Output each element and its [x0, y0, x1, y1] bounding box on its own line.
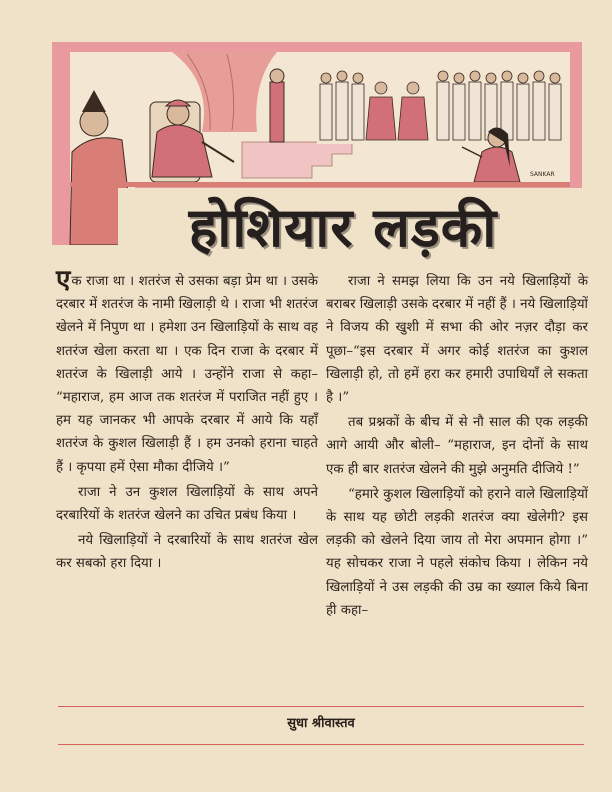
story-title: होशियार लड़की — [188, 196, 498, 259]
paragraph: तब प्रश्नकों के बीच में से नौ साल की एक लड़की आगे आयी और बोली– “महाराज, इन दोनों के साथ एक ही बार शतरंज खेलने की मुझे अनुमति दीजिये !” — [326, 415, 588, 477]
footer-rule-top — [58, 706, 584, 707]
paragraph: नये खिलाड़ियों ने दरबारियों के साथ शतरंज खेल कर सबको हरा दिया । — [56, 533, 318, 572]
paragraph: राजा ने उन कुशल खिलाड़ियों के साथ अपने दरबारियों के शतरंज खेलने का उचित प्रबंध किया । — [56, 484, 318, 524]
footer-rule-bottom — [58, 744, 584, 745]
paragraph: “हमारे कुशल खिलाड़ियों को हराने वाले खिलाड़ियों के साथ यह छोटी लड़की शतरंज क्या खेलेगी? इस लड़की को खेलने दिया जाय तो मेरा अपमान होगा ।” यह सोचकर राजा ने पहले संकोच किया । लेकिन नये खिलाड़ियों ने उस लड़की की उम्र का ख्याल किये बिना ही कहा– — [326, 486, 588, 618]
right-column — [326, 270, 588, 622]
author-name: सुधा श्रीवास्तव — [287, 716, 355, 731]
left-column — [56, 265, 318, 576]
paragraph: राजा ने समझ लिया कि उन नये खिलाड़ियों के बराबर खिलाड़ी उसके दरबार में नहीं हैं । नये खिलाड़ियों ने विजय की खुशी में सभा की ओर नज़र दौड़ा कर पूछा–“इस दरबार में अगर कोई शतरंज का कुशल खिलाड़ी हो, तो हमें हरा कर हमारी उपाधियाँ ले सकता है ।” — [326, 274, 588, 406]
paragraph: एक राजा था । शतरंज से उसका बड़ा प्रेम था । उसके दरबार में शतरंज के नामी खिलाड़ी थे । राजा भी शतरंज खेलने में निपुण था । हमेशा उन खिलाड़ियों के साथ वह शतरंज खेला करता था । एक दिन राजा के दरबार में शतरंज के खिलाड़ी आये । उन्होंने राजा से कहा– “महाराज, हम आज तक शतरंज में पराजित नहीं हुए । हम यह जानकर भी आपके दरबार में आये कि यहाँ शतरंज के कुशल खिलाड़ी हैं । हम उनको हराना चाहते हैं । कृपया हमें ऐसा मौका दीजिये ।” — [56, 265, 318, 475]
drop-cap: ए — [56, 265, 71, 295]
artist-signature: SANKAR — [530, 171, 555, 178]
